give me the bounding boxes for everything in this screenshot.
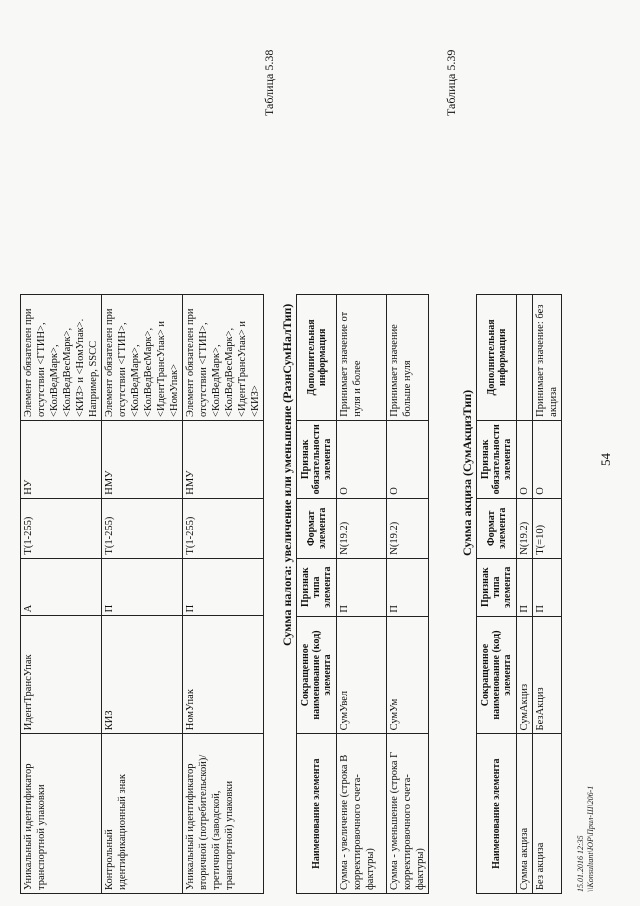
table-5-38 xyxy=(296,294,429,894)
cell-name: Уникальный идентификатор транспортной упаковки xyxy=(21,734,102,894)
table-row xyxy=(533,295,562,894)
cell-req: О xyxy=(387,420,429,498)
table-5-39-caption: Таблица 5.39 xyxy=(444,49,458,116)
table-row xyxy=(517,295,533,894)
cell-short: СумУвел xyxy=(337,616,387,734)
table-row xyxy=(337,295,387,894)
cell-short: КИЗ xyxy=(102,616,183,734)
header-req: Признак обязательности элемента xyxy=(477,420,517,498)
cell-req: НМУ xyxy=(183,420,264,498)
header-req: Признак обязательности элемента xyxy=(297,420,337,498)
cell-name: Сумма - уменьшение (строка Г корректировочного счета-фактуры) xyxy=(387,734,429,894)
table-row xyxy=(183,295,264,894)
page-number: 54 xyxy=(598,453,613,466)
table-row xyxy=(21,295,102,894)
cell-name: Контрольный идентификационный знак xyxy=(102,734,183,894)
cell-name: Уникальный идентификатор вторичной (потребительской)/третичной (заводской, транспортной) упаковки xyxy=(183,734,264,894)
table-5-38-title: Сумма налога: увеличение или уменьшение (РазнСумНалТип) xyxy=(280,303,294,646)
cell-type: П xyxy=(183,558,264,616)
cell-name: Сумма акциза xyxy=(517,734,533,894)
cell-format: N(19.2) xyxy=(387,498,429,558)
cell-format: N(19.2) xyxy=(337,498,387,558)
cell-name: Без акциза xyxy=(533,734,562,894)
cell-short: СумАкциз xyxy=(517,616,533,734)
cell-name: Сумма - увеличение (строка В корректировочного счета-фактуры) xyxy=(337,734,387,894)
cell-info: Элемент обязателен при отсутствии <ГТИН>, <КолВедМарк>, <КолВедВесМарк>, <ИдентТрансУпак> и <КИЗ> xyxy=(183,295,264,421)
cell-req: НУ xyxy=(21,420,102,498)
footer-path: \\Konsultant\ЮР\Прил-Ш\206-1 xyxy=(586,785,595,892)
cell-info: Принимает значение от нуля и более xyxy=(337,295,387,421)
cell-req: О xyxy=(517,420,533,498)
cell-info: Принимает значение: без акциза xyxy=(533,295,562,421)
cell-format: T(1-255) xyxy=(102,498,183,558)
header-type: Признак типа элемента xyxy=(297,558,337,616)
cell-info xyxy=(517,295,533,421)
header-type: Признак типа элемента xyxy=(477,558,517,616)
header-short: Сокращенное наименование (код) элемента xyxy=(477,616,517,734)
cell-type: П xyxy=(387,558,429,616)
header-info: Дополнительная информация xyxy=(477,295,517,421)
cell-type: А xyxy=(21,558,102,616)
cell-info: Принимает значение больше нуля xyxy=(387,295,429,421)
table-header-row xyxy=(477,295,517,894)
header-short: Сокращенное наименование (код) элемента xyxy=(297,616,337,734)
cell-format: T(1-255) xyxy=(21,498,102,558)
header-info: Дополнительная информация xyxy=(297,295,337,421)
cell-info: Элемент обязателен при отсутствии <ГТИН>, <КолВедМарк>, <КолВедВесМарк>, <КИЗ> и <НомУпак>. Например, SSCC xyxy=(21,295,102,421)
table-5-39 xyxy=(476,294,562,894)
cell-short: ИдентТрансУпак xyxy=(21,616,102,734)
cell-req: О xyxy=(337,420,387,498)
cell-type: П xyxy=(533,558,562,616)
cell-req: О xyxy=(533,420,562,498)
table-row xyxy=(102,295,183,894)
cell-format: T(=10) xyxy=(533,498,562,558)
table-header-row xyxy=(297,295,337,894)
header-format: Формат элемента xyxy=(297,498,337,558)
header-name: Наименование элемента xyxy=(297,734,337,894)
cell-short: СумУм xyxy=(387,616,429,734)
footer-stamp xyxy=(576,786,596,892)
cell-short: БезАкциз xyxy=(533,616,562,734)
cell-format: N(19.2) xyxy=(517,498,533,558)
footer-date: 15.01.2016 12:35 xyxy=(576,835,585,892)
header-name: Наименование элемента xyxy=(477,734,517,894)
cell-type: П xyxy=(517,558,533,616)
cell-type: П xyxy=(337,558,387,616)
table-5-39-title: Сумма акциза (СумАкцизТип) xyxy=(460,389,474,556)
cell-format: T(1-255) xyxy=(183,498,264,558)
cell-req: НМУ xyxy=(102,420,183,498)
table-continuation xyxy=(20,294,264,894)
table-5-38-caption: Таблица 5.38 xyxy=(262,49,276,116)
header-format: Формат элемента xyxy=(477,498,517,558)
cell-type: П xyxy=(102,558,183,616)
cell-info: Элемент обязателен при отсутствии <ГТИН>, <КолВедМарк>, <КолВедВесМарк>, <ИдентТрансУпак> и <НомУпак> xyxy=(102,295,183,421)
table-row xyxy=(387,295,429,894)
cell-short: НомУпак xyxy=(183,616,264,734)
